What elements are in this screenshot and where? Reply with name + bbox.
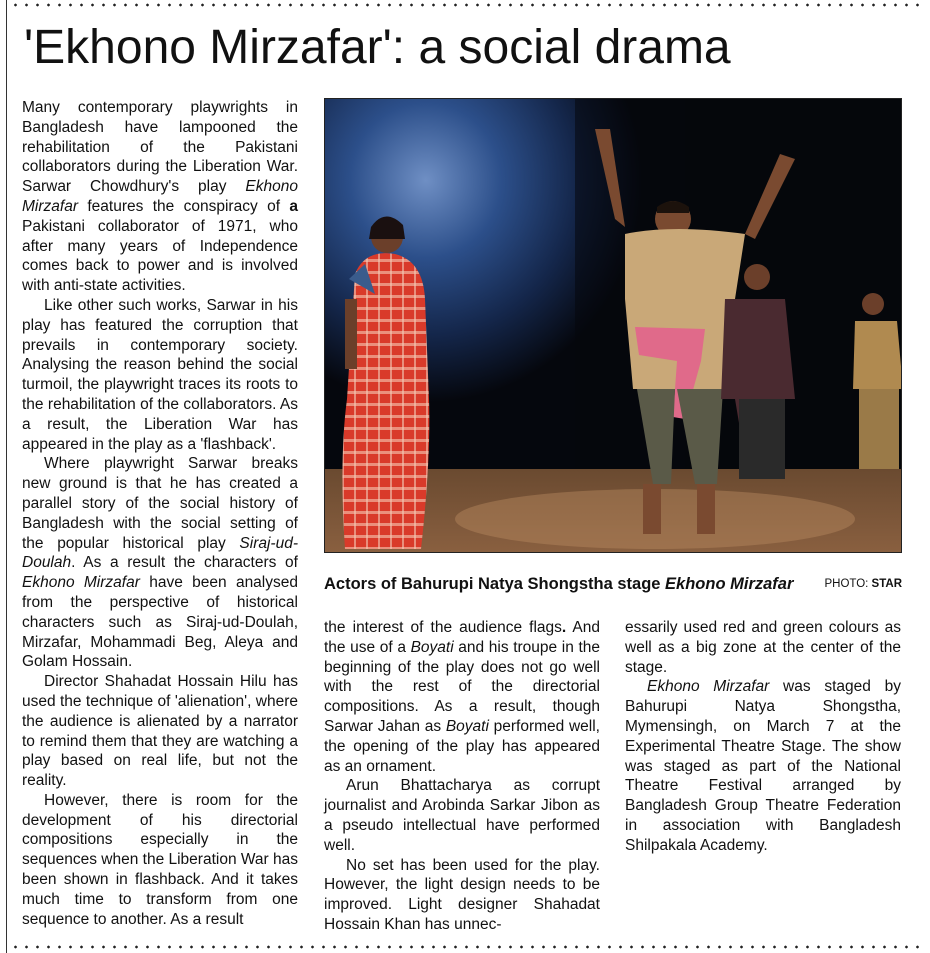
paragraph-light-design-part-1: No set has been used for the play. However, the light design needs to be improved. Light designer Shahadat Hossain Khan has unnec- [324, 856, 600, 933]
left-column-rule [6, 0, 7, 953]
paragraph-director: Director Shahadat Hossain Hilu has used the technique of 'alienation', where the audience is alienated by a narrator to remind them that they are watching a play based on real life, but not the reality. [22, 673, 298, 790]
caption-text: Actors of Bahurupi Natya Shongstha stage Ekhono Mirzafar [324, 575, 794, 593]
paragraph-room-for-development: However, there is room for the development of his directorial compositions especially in the sequences when the Liberation War has been shown in flashback. And it takes much time to transform from one sequence to another. As a result [22, 791, 299, 928]
photo-credit: PHOTO: STAR [824, 578, 902, 590]
paragraph-staging-info: Ekhono Mirzafar was staged by Bahurupi Natya Shongstha, Mymensingh, on March 7 at the Experimental Theatre Stage. The show was staged as part of the National Theatre Festival arranged by Bangladesh Group Theatre Federation in association with Bangladesh Shilpakala Academy. [625, 678, 901, 854]
article-column-1 [22, 98, 298, 929]
top-dotted-border [10, 3, 922, 7]
bottom-dotted-border [10, 945, 922, 949]
paragraph-audience-flags: the interest of the audience flags. And the use of a Boyati and his troupe in the beginning of the play does not go well with the rest of the directorial compositions. As a result, though Sarwar Jahan as Boyati performed well, the opening of the play has appeared as an ornament. [324, 619, 601, 775]
paragraph-light-design-part-2: essarily used red and green colours as well as a big zone at the center of the stage. [625, 619, 901, 676]
article-column-3 [625, 618, 901, 856]
paragraph-intro: Many contemporary playwrights in Bangladesh have lampooned the rehabilitation of the Pakistani collaborators during the Liberation War. Sarwar Chowdhury's play Ekhono Mirzafar features the conspiracy of a Pakistani collaborator of 1971, who after many years of Independence comes back to power and is involved with anti-state activities. [22, 99, 298, 295]
article-headline: 'Ekhono Mirzafar': a social drama [24, 21, 731, 74]
article-column-2 [324, 618, 600, 935]
paragraph-corruption: Like other such works, Sarwar in his play has featured the corruption that prevails in contemporary society. Analysing the reason behind the social turmoil, the playwright traces its roots to the rehabilitation of the collaborators. As a result, the Liberation War has appeared in the play as a 'flashback'. [22, 296, 298, 453]
stage-photo [324, 98, 902, 553]
stage-photo-image [325, 99, 902, 553]
photo-caption [324, 575, 902, 599]
paragraph-parallel-story: Where playwright Sarwar breaks new ground is that he has created a parallel story of the social history of Bangladesh with the social setting of the popular historical play Siraj-ud-Doulah. As a result the characters of Ekhono Mirzafar have been analysed from the perspective of historical characters such as Siraj-ud-Doulah, Mirzafar, Mohammadi Beg, Aleya and Golam Hossain. [22, 455, 298, 671]
paragraph-actors: Arun Bhattacharya as corrupt journalist and Arobinda Sarkar Jibon as a pseudo intellectual have performed well. [324, 777, 600, 854]
